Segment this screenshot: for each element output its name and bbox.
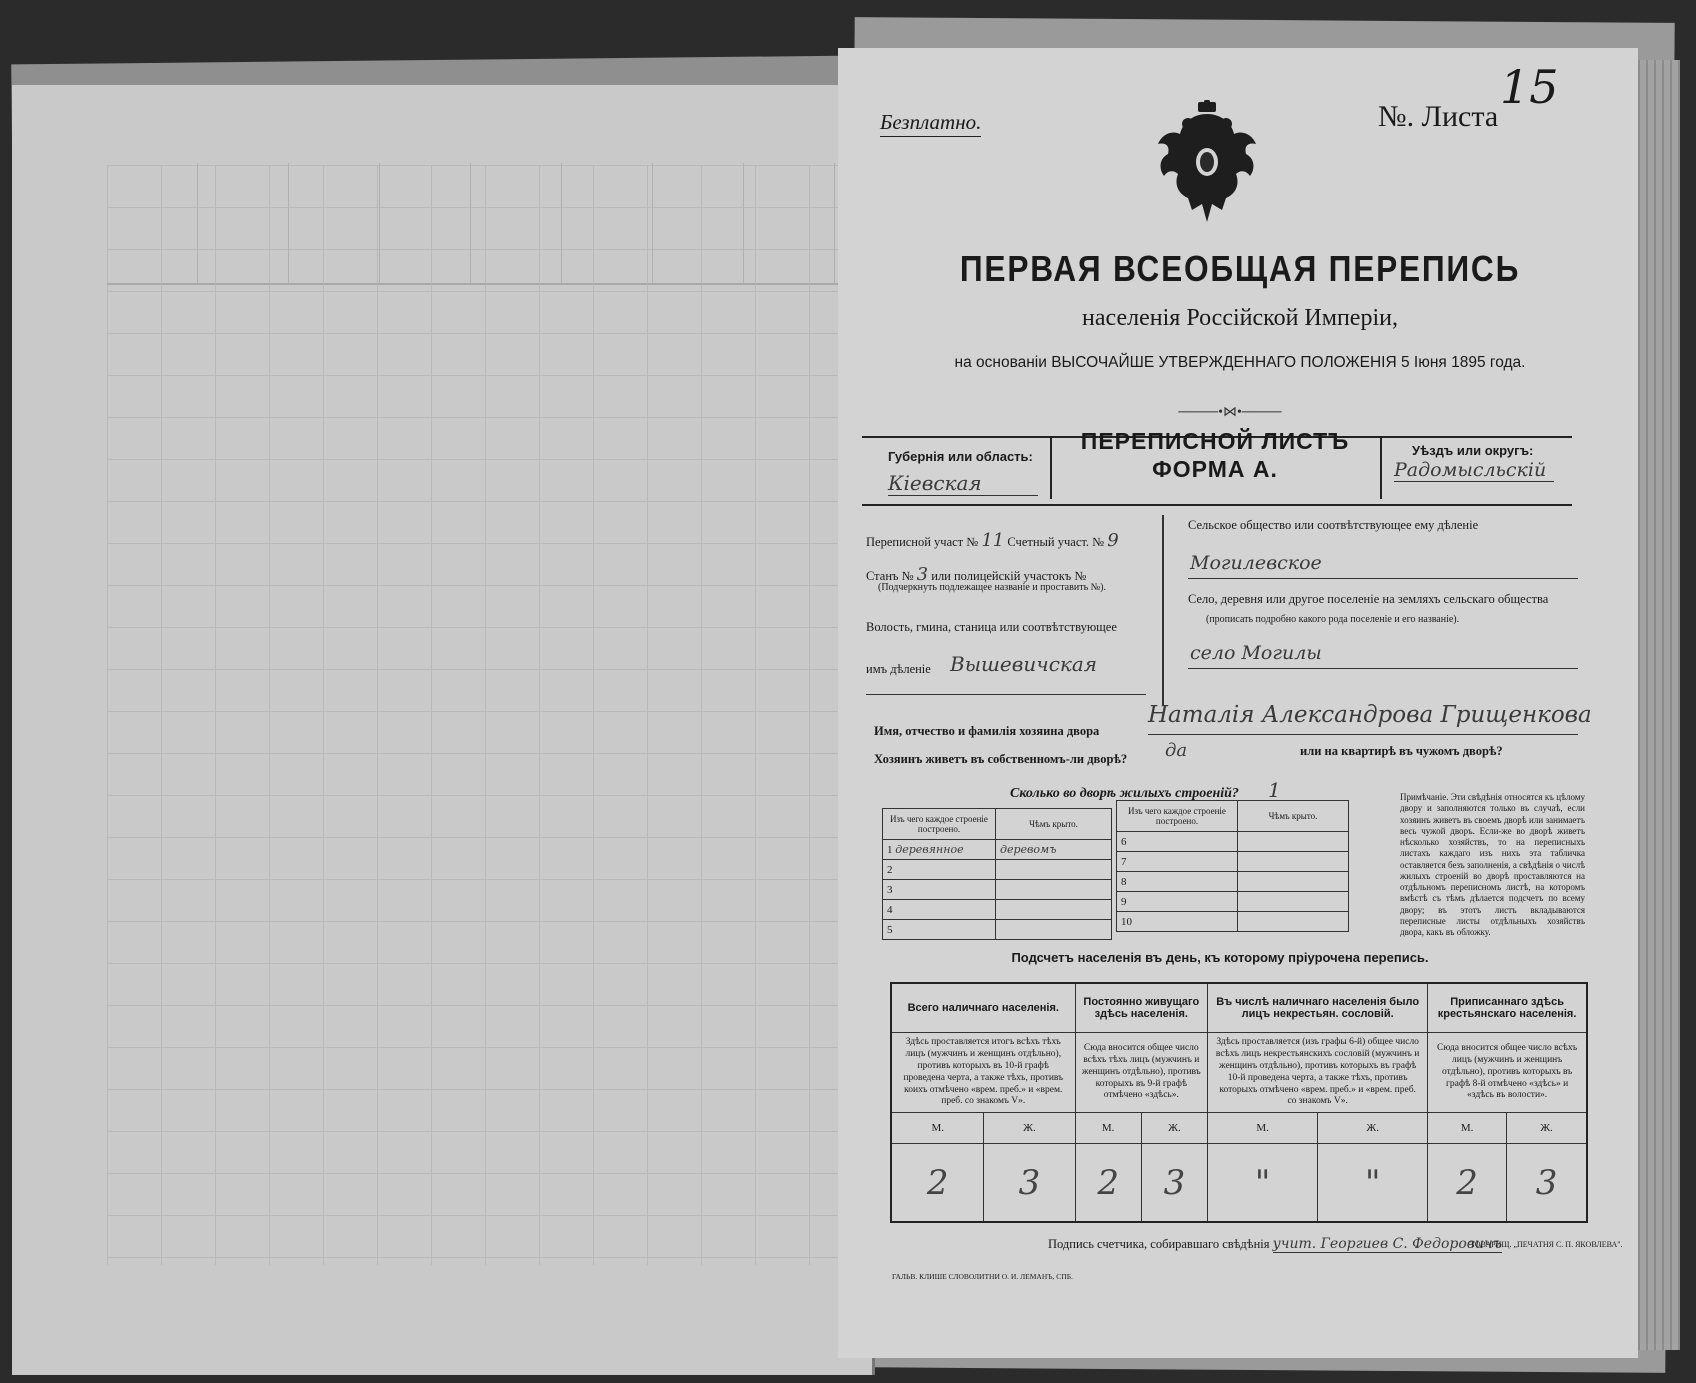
signature-label: Подпись счетчика, собиравшаго свѣдѣнія xyxy=(1048,1237,1270,1251)
printer-left: ГАЛЬВ. КЛИШЕ СЛОВОЛИТНИ О. И. ЛЕМАНЪ, СПБ. xyxy=(892,1272,1073,1281)
male-label: М. xyxy=(1428,1113,1507,1144)
table-row: 5 xyxy=(883,920,1112,940)
buildings-table-head xyxy=(1117,801,1349,832)
police-label: или полицейскій участокъ № xyxy=(931,569,1087,583)
col3-head: Въ числѣ наличнаго населенія было лицъ некрестьян. сословій. xyxy=(1208,983,1428,1033)
signature-row xyxy=(1048,1236,1502,1252)
signature-value: учит. Георгиев С. Федоровичъ xyxy=(1272,1236,1502,1252)
table-row: 8 xyxy=(1117,872,1349,892)
uezd-value: Радомысльскій xyxy=(1394,459,1554,482)
total-value: " xyxy=(1318,1144,1428,1223)
table-row: 6 xyxy=(1117,832,1349,852)
table-row: 10 xyxy=(1117,912,1349,932)
female-label: Ж. xyxy=(1141,1113,1207,1144)
total-value: 3 xyxy=(1507,1144,1587,1223)
totals-desc-row xyxy=(891,1033,1587,1113)
society-label: Сельское общество или соотвѣтствующее ему дѣленіе xyxy=(1188,518,1479,532)
village-label: Село, деревня или другое поселеніе на земляхъ сельскаго общества xyxy=(1188,592,1549,606)
table-row: 1 деревянное деревомъ xyxy=(883,840,1112,860)
table-row: 4 xyxy=(883,900,1112,920)
form-title-line2: ФОРМА А. xyxy=(1152,455,1278,482)
buildings-table-right xyxy=(1116,800,1349,932)
owner-name-label: Имя, отчество и фамилія хозяина двора xyxy=(874,724,1100,738)
society-underline xyxy=(1188,578,1578,579)
table-row: 3 xyxy=(883,880,1112,900)
volost-value: Вышевичская xyxy=(950,652,1098,676)
stan-value: 3 xyxy=(916,564,929,585)
left-page xyxy=(12,85,875,1375)
printer-right: ТОВАРИЩ. „ПЕЧАТНЯ С. П. ЯКОВЛЕВА". xyxy=(1470,1240,1623,1249)
table-row: 7 xyxy=(1117,852,1349,872)
document-title: ПЕРВАЯ ВСЕОБЩАЯ ПЕРЕПИСЬ xyxy=(959,248,1521,289)
volost-label-1: Волость, гмина, станица или соотвѣтствующее xyxy=(866,620,1117,634)
totals-table xyxy=(890,982,1588,1223)
totals-values-row xyxy=(891,1144,1587,1223)
col-roof-header: Чѣмъ крыто. xyxy=(1238,801,1349,832)
stan-label: Станъ № xyxy=(866,569,914,583)
female-label: Ж. xyxy=(1318,1113,1428,1144)
ornament-divider: ────•⋈•──── xyxy=(1178,405,1282,420)
total-value: " xyxy=(1208,1144,1318,1223)
double-headed-eagle-icon xyxy=(1152,100,1262,230)
count-district-value: 9 xyxy=(1107,530,1119,551)
col-roof-header: Чѣмъ крыто. xyxy=(996,809,1112,840)
male-label: М. xyxy=(891,1113,984,1144)
apartment-label: или на квартирѣ въ чужомъ дворѣ? xyxy=(1300,744,1503,758)
village-underline xyxy=(1188,668,1578,669)
guberniya-label: Губернія или область: xyxy=(888,449,1033,464)
col2-head: Постоянно живущаго здѣсь населенія. xyxy=(1075,983,1208,1033)
free-label: Безплатно. xyxy=(880,110,981,137)
uezd-box xyxy=(1380,437,1572,499)
male-label: М. xyxy=(1208,1113,1318,1144)
table-row: 2 xyxy=(883,860,1112,880)
legal-basis: на основаніи ВЫСОЧАЙШЕ УТВЕРЖДЕННАГО ПОЛОЖЕНІЯ 5 Іюня 1895 года. xyxy=(954,354,1526,371)
address-column-divider xyxy=(1162,515,1164,705)
village-value: село Могилы xyxy=(1190,642,1322,664)
total-value: 2 xyxy=(1075,1144,1141,1223)
guberniya-value: Кіевская xyxy=(888,471,1038,496)
census-district-label: Переписной участ № xyxy=(866,535,979,549)
buildings-table-head xyxy=(883,809,1112,840)
owner-name-value: Наталія Александрова Грищенкова xyxy=(1148,702,1592,728)
sheet-label: №. Листа xyxy=(1378,100,1499,133)
police-note: (Подчеркнуть подлежащее названіе и проставить №). xyxy=(878,582,1106,593)
col-material-header: Изъ чего каждое строеніе построено. xyxy=(1117,801,1238,832)
total-value: 3 xyxy=(984,1144,1075,1223)
col4-head: Приписаннаго здѣсь крестьянскаго населенія. xyxy=(1428,983,1587,1033)
faded-grid xyxy=(107,165,847,1265)
buildings-count-label: Сколько во дворѣ жилыхъ строеній? xyxy=(1010,786,1239,801)
col3-desc: Здѣсь проставляется (изъ графы 6-й) общее число всѣхъ лицъ некрестьянскихъ сословій (мужчинъ и женщинъ отдѣльно), противъ которыхъ въ графѣ 10-й проведена черта, а также тѣхъ, противъ которыхъ отмѣчено «врем. преб.» и «врем. преб. со знакомъ V». xyxy=(1208,1033,1428,1113)
own-yard-label: Хозяинъ живетъ въ собственномъ-ли дворѣ? xyxy=(874,752,1128,766)
total-value: 3 xyxy=(1141,1144,1207,1223)
col4-desc: Сюда вносится общее число всѣхъ лицъ (мужчинъ и женщинъ отдѣльно), противъ которыхъ въ графѣ 8-й отмѣчено «здѣсь» и «здѣсь въ волости». xyxy=(1428,1033,1587,1113)
table-row: 9 xyxy=(1117,892,1349,912)
buildings-count-value: 1 xyxy=(1268,778,1281,802)
owner-underline xyxy=(1148,734,1578,735)
totals-head-row xyxy=(891,983,1587,1033)
buildings-note: Примѣчаніе. Эти свѣдѣнія относятся къ цѣлому двору и заполняются только въ случаѣ, если хозяинъ живетъ въ своемъ дворѣ или занимаетъ весь чужой дворъ. Если-же во дворѣ живетъ нѣсколько хозяйствъ, то на переписныхъ листахъ каждаго изъ нихъ эта табличка оставляется безъ заполненія, а свѣдѣнія о числѣ жилыхъ строеній во дворѣ проставляются на отдѣльномъ переписномъ листѣ, на которомъ вмѣстѣ съ тѣмъ дѣлается подсчетъ по всему двору; въ этотъ листъ вкладываются переписные листы отдѣльныхъ хозяйствъ двора, какъ въ обложку. xyxy=(1400,792,1585,937)
census-district-row xyxy=(866,530,1119,551)
document-subtitle: населенія Россійской Имперіи, xyxy=(1082,305,1398,331)
total-value: 2 xyxy=(891,1144,984,1223)
totals-sex-row xyxy=(891,1113,1587,1144)
totals-heading: Подсчетъ населенія въ день, къ которому пріурочена перепись. xyxy=(1011,950,1429,965)
form-header-bottom-rule xyxy=(862,504,1572,506)
volost-label-2: имъ дѣленіе xyxy=(866,662,931,676)
uezd-label: Уѣздъ или округъ: xyxy=(1412,443,1534,458)
col1-head: Всего наличнаго населенія. xyxy=(891,983,1075,1033)
female-label: Ж. xyxy=(1507,1113,1587,1144)
buildings-table-left xyxy=(882,808,1112,940)
society-value: Могилевское xyxy=(1190,552,1322,574)
male-label: М. xyxy=(1075,1113,1141,1144)
col2-desc: Сюда вносится общее число всѣхъ тѣхъ лицъ (мужчинъ и женщинъ отдѣльно), противъ которыхъ въ 9-й графѣ отмѣчено «здѣсь». xyxy=(1075,1033,1208,1113)
form-title-line1: ПЕРЕПИСНОЙ ЛИСТЪ xyxy=(1080,428,1350,454)
female-label: Ж. xyxy=(984,1113,1075,1144)
own-yard-value: да xyxy=(1165,740,1188,761)
volost-underline xyxy=(866,694,1146,695)
count-district-label: Счетный участ. № xyxy=(1007,535,1105,549)
col1-desc: Здѣсь проставляется итогъ всѣхъ тѣхъ лицъ (мужчинъ и женщинъ отдѣльно), противъ которыхъ въ 10-й графѣ проведена черта, а также тѣхъ, противъ коихъ отмѣчено «врем. преб.» и «врем. преб. со знакомъ V». xyxy=(891,1033,1075,1113)
sheet-number: 15 xyxy=(1500,60,1559,114)
guberniya-box xyxy=(868,437,1052,499)
village-note: (прописать подробно какого рода поселеніе и его названіе). xyxy=(1206,614,1460,625)
form-title xyxy=(1060,428,1370,483)
col-material-header: Изъ чего каждое строеніе построено. xyxy=(883,809,996,840)
total-value: 2 xyxy=(1428,1144,1507,1223)
census-district-value: 11 xyxy=(981,530,1005,551)
